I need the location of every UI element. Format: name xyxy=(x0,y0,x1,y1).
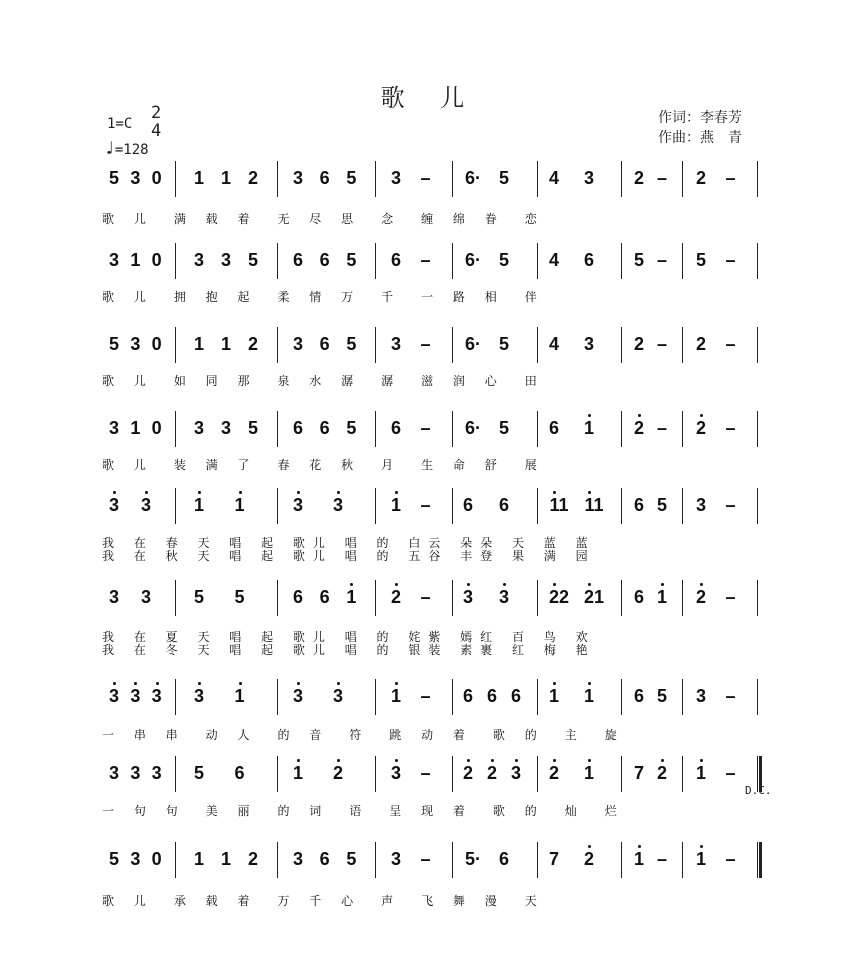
barline xyxy=(621,756,622,792)
barline xyxy=(175,327,176,363)
note: 1 xyxy=(193,495,204,515)
barline xyxy=(175,488,176,524)
note: 3 xyxy=(108,763,119,783)
barline xyxy=(621,488,622,524)
note: 6 xyxy=(390,418,401,438)
credits xyxy=(658,108,742,148)
note: 3 xyxy=(498,587,509,607)
note: 3 xyxy=(695,686,706,706)
barline xyxy=(452,580,453,616)
barline xyxy=(621,243,622,279)
note: 5 xyxy=(656,495,667,515)
note: 5 xyxy=(633,250,644,270)
note: 5 xyxy=(346,168,357,188)
note: 5 xyxy=(656,686,667,706)
da-capo-mark: D.C. xyxy=(745,784,772,797)
note: 5 xyxy=(695,250,706,270)
note: 6 xyxy=(486,686,497,706)
note: 1 xyxy=(130,418,141,438)
barline xyxy=(757,411,758,447)
note: 5 xyxy=(498,334,509,354)
note: 6 xyxy=(510,686,521,706)
note: 6 xyxy=(462,686,473,706)
barline xyxy=(277,327,278,363)
barline xyxy=(175,161,176,197)
barline xyxy=(277,679,278,715)
barline xyxy=(682,756,683,792)
note: 3 xyxy=(108,418,119,438)
note: 5 xyxy=(346,334,357,354)
note: 6 xyxy=(633,495,644,515)
quarter-note-icon: ♩ xyxy=(104,138,115,159)
note: 2 xyxy=(247,334,258,354)
note: – xyxy=(420,686,431,706)
barline xyxy=(757,161,758,197)
note: 1 xyxy=(292,763,303,783)
note: 3 xyxy=(108,495,119,515)
barline xyxy=(621,580,622,616)
barline xyxy=(452,411,453,447)
note: – xyxy=(420,849,431,869)
note: 3 xyxy=(390,763,401,783)
note: 6· xyxy=(464,168,481,188)
note: 3 xyxy=(390,849,401,869)
lyrics-line: 歌 儿 拥 抱 起 柔 情 万 千 一 路 相 伴 xyxy=(102,290,545,304)
note: 3 xyxy=(108,250,119,270)
note: 1 xyxy=(695,849,706,869)
note: 3 xyxy=(151,686,162,706)
barline xyxy=(375,327,376,363)
barline xyxy=(277,488,278,524)
note: 3 xyxy=(193,686,204,706)
barline xyxy=(757,488,758,524)
note: 6 xyxy=(633,686,644,706)
note: – xyxy=(725,686,736,706)
note: – xyxy=(725,849,736,869)
lyricist-credit: 作词：李春芳 xyxy=(658,110,742,126)
note: 2 xyxy=(695,587,706,607)
note: 2 xyxy=(656,763,667,783)
note: 3 xyxy=(292,168,303,188)
note: 6 xyxy=(498,495,509,515)
barline xyxy=(452,756,453,792)
note: 2 xyxy=(332,763,343,783)
barline xyxy=(621,161,622,197)
note: 21 xyxy=(583,587,605,607)
note: 6· xyxy=(464,334,481,354)
note: 1 xyxy=(130,250,141,270)
note: 2 xyxy=(486,763,497,783)
barline xyxy=(452,842,453,878)
note: 1 xyxy=(234,686,245,706)
note: 6 xyxy=(234,763,245,783)
note: 6 xyxy=(319,849,330,869)
note: 6 xyxy=(462,495,473,515)
note: 3 xyxy=(140,495,151,515)
note: 1 xyxy=(583,763,594,783)
barline xyxy=(537,679,538,715)
note: 1 xyxy=(193,334,204,354)
barline xyxy=(682,842,683,878)
note: 7 xyxy=(633,763,644,783)
note: 0 xyxy=(151,334,162,354)
barline xyxy=(537,243,538,279)
barline xyxy=(452,161,453,197)
barline xyxy=(277,243,278,279)
note: – xyxy=(725,334,736,354)
barline xyxy=(375,580,376,616)
note: 3 xyxy=(130,168,141,188)
time-signature-numerator: 2 xyxy=(151,103,162,123)
barline xyxy=(277,161,278,197)
note: 2 xyxy=(247,168,258,188)
barline xyxy=(175,756,176,792)
barline xyxy=(537,580,538,616)
tempo-marking xyxy=(104,138,149,159)
barline xyxy=(757,327,758,363)
note: 3 xyxy=(510,763,521,783)
note: 1 xyxy=(234,495,245,515)
note: 1 xyxy=(220,849,231,869)
barline xyxy=(175,411,176,447)
note: 6 xyxy=(319,418,330,438)
note: 1 xyxy=(220,168,231,188)
note: – xyxy=(420,763,431,783)
note: 3 xyxy=(292,334,303,354)
note: 11 xyxy=(547,494,571,516)
lyrics-line: 一 句 句 美 丽 的 词 语 呈 现 着 歌 的 灿 烂 xyxy=(102,804,625,818)
note: 3 xyxy=(220,250,231,270)
note: 1 xyxy=(390,495,401,515)
barline xyxy=(682,327,683,363)
barline xyxy=(375,411,376,447)
barline xyxy=(175,842,176,878)
note: 3 xyxy=(292,686,303,706)
note: 6· xyxy=(464,250,481,270)
note: 3 xyxy=(140,587,151,607)
note: 1 xyxy=(695,763,706,783)
lyrics-line: 歌 儿 装 满 了 春 花 秋 月 生 命 舒 展 xyxy=(102,458,545,472)
barline xyxy=(277,580,278,616)
note: 5 xyxy=(234,587,245,607)
note: 3 xyxy=(130,334,141,354)
barline xyxy=(375,243,376,279)
note: 3 xyxy=(583,334,594,354)
barline xyxy=(452,243,453,279)
lyrics-line: 我 在 春 天 唱 起 歌儿 唱 的 白云 朵朵 天 蓝 蓝 xyxy=(102,536,596,550)
note: 1 xyxy=(390,686,401,706)
barline xyxy=(452,679,453,715)
barline xyxy=(621,411,622,447)
note: 6· xyxy=(464,418,481,438)
lyrics-line: 我 在 夏 天 唱 起 歌儿 唱 的 姹紫 嫣红 百 鸟 欢 xyxy=(102,630,596,644)
barline xyxy=(682,679,683,715)
barline xyxy=(537,411,538,447)
barline xyxy=(375,161,376,197)
note: 3 xyxy=(332,495,343,515)
note: 4 xyxy=(548,250,559,270)
lyrics-line: 一 串 串 动 人 的 音 符 跳 动 着 歌 的 主 旋 xyxy=(102,728,625,742)
note: 6 xyxy=(292,250,303,270)
barline xyxy=(277,411,278,447)
note: – xyxy=(420,334,431,354)
barline xyxy=(375,488,376,524)
note: 2 xyxy=(548,763,559,783)
note: – xyxy=(725,250,736,270)
barline xyxy=(175,580,176,616)
note: – xyxy=(420,168,431,188)
note: 1 xyxy=(656,587,667,607)
note: 2 xyxy=(247,849,258,869)
lyrics-line: 歌 儿 如 同 那 泉 水 潺 潺 滋 润 心 田 xyxy=(102,374,545,388)
note: 5 xyxy=(346,849,357,869)
note: 1 xyxy=(583,686,594,706)
note: – xyxy=(656,250,667,270)
note: – xyxy=(656,168,667,188)
note: 3 xyxy=(583,168,594,188)
note: 6 xyxy=(548,418,559,438)
note: 5 xyxy=(498,168,509,188)
note: 2 xyxy=(633,334,644,354)
note: 0 xyxy=(151,168,162,188)
note: 6 xyxy=(319,587,330,607)
barline xyxy=(175,679,176,715)
note: 6 xyxy=(319,334,330,354)
note: 3 xyxy=(108,686,119,706)
note: – xyxy=(420,250,431,270)
note: 2 xyxy=(695,168,706,188)
note: 5 xyxy=(498,250,509,270)
note: – xyxy=(725,418,736,438)
note: – xyxy=(420,418,431,438)
note: – xyxy=(725,763,736,783)
note: 3 xyxy=(292,495,303,515)
note: – xyxy=(725,495,736,515)
barline xyxy=(375,679,376,715)
note: 5 xyxy=(108,334,119,354)
note: 6 xyxy=(390,250,401,270)
barline xyxy=(621,842,622,878)
barline xyxy=(757,679,758,715)
note: 3 xyxy=(390,168,401,188)
note: 3 xyxy=(193,250,204,270)
barline xyxy=(537,488,538,524)
time-signature xyxy=(151,104,161,140)
barline xyxy=(757,580,758,616)
note: – xyxy=(420,495,431,515)
note: 6 xyxy=(292,587,303,607)
note: 6 xyxy=(319,168,330,188)
barline xyxy=(175,243,176,279)
note: 3 xyxy=(390,334,401,354)
note: 3 xyxy=(130,686,141,706)
lyrics-line-second-verse: 我 在 冬 天 唱 起 歌儿 唱 的 银装 素裹 红 梅 艳 xyxy=(102,643,596,657)
note: 2 xyxy=(462,763,473,783)
barline xyxy=(375,756,376,792)
note: 0 xyxy=(151,250,162,270)
note: 3 xyxy=(130,849,141,869)
note: 2 xyxy=(695,418,706,438)
barline xyxy=(452,327,453,363)
note: 0 xyxy=(151,418,162,438)
note: – xyxy=(725,168,736,188)
barline xyxy=(682,411,683,447)
note: 5 xyxy=(108,849,119,869)
note: – xyxy=(656,849,667,869)
lyrics-line: 歌 儿 满 载 着 无 尽 思 念 缠 绵 眷 恋 xyxy=(102,212,545,226)
barline xyxy=(537,756,538,792)
barline xyxy=(375,842,376,878)
note: 3 xyxy=(332,686,343,706)
note: 1 xyxy=(583,418,594,438)
song-title: 歌 儿 xyxy=(380,84,479,112)
note: 3 xyxy=(695,495,706,515)
barline xyxy=(537,327,538,363)
note: 2 xyxy=(633,418,644,438)
note: 1 xyxy=(548,686,559,706)
composer-credit: 作曲：燕 青 xyxy=(658,130,742,146)
barline xyxy=(452,488,453,524)
note: 6 xyxy=(319,250,330,270)
note: 11 xyxy=(582,494,606,516)
note: 3 xyxy=(292,849,303,869)
note: 3 xyxy=(193,418,204,438)
note: 3 xyxy=(462,587,473,607)
final-barline xyxy=(757,842,762,878)
note: 6 xyxy=(633,587,644,607)
note: 3 xyxy=(108,587,119,607)
note: – xyxy=(725,587,736,607)
note: 1 xyxy=(220,334,231,354)
barline xyxy=(682,243,683,279)
note: 22 xyxy=(548,587,570,607)
barline xyxy=(537,842,538,878)
barline xyxy=(621,327,622,363)
note: 6 xyxy=(583,250,594,270)
time-signature-denominator: 4 xyxy=(151,121,162,141)
note: 3 xyxy=(130,763,141,783)
note: 2 xyxy=(633,168,644,188)
note: 2 xyxy=(390,587,401,607)
lyrics-line-second-verse: 我 在 秋 天 唱 起 歌儿 唱 的 五谷 丰登 果 满 园 xyxy=(102,549,596,563)
key-signature: 1=C xyxy=(107,116,133,132)
note: 5 xyxy=(193,763,204,783)
note: 5 xyxy=(193,587,204,607)
note: 3 xyxy=(220,418,231,438)
note: 2 xyxy=(695,334,706,354)
tempo-value: =128 xyxy=(114,142,149,158)
note: 5 xyxy=(247,418,258,438)
note: 1 xyxy=(346,587,357,607)
note: 1 xyxy=(193,168,204,188)
note: 5· xyxy=(464,849,481,869)
barline xyxy=(682,161,683,197)
note: 5 xyxy=(108,168,119,188)
lyrics-line: 歌 儿 承 载 着 万 千 心 声 飞 舞 漫 天 xyxy=(102,894,545,908)
barline xyxy=(682,580,683,616)
note: 7 xyxy=(548,849,559,869)
note: – xyxy=(656,418,667,438)
note: 5 xyxy=(346,250,357,270)
note: 4 xyxy=(548,168,559,188)
barline xyxy=(277,842,278,878)
barline xyxy=(682,488,683,524)
note: 5 xyxy=(247,250,258,270)
note: 6 xyxy=(292,418,303,438)
note: 3 xyxy=(151,763,162,783)
note: 1 xyxy=(633,849,644,869)
note: 1 xyxy=(193,849,204,869)
note: – xyxy=(656,334,667,354)
note: 6 xyxy=(498,849,509,869)
barline xyxy=(277,756,278,792)
note: 5 xyxy=(498,418,509,438)
note: 0 xyxy=(151,849,162,869)
note: – xyxy=(420,587,431,607)
barline xyxy=(537,161,538,197)
note: 5 xyxy=(346,418,357,438)
barline xyxy=(757,243,758,279)
barline xyxy=(621,679,622,715)
note: 2 xyxy=(583,849,594,869)
note: 4 xyxy=(548,334,559,354)
